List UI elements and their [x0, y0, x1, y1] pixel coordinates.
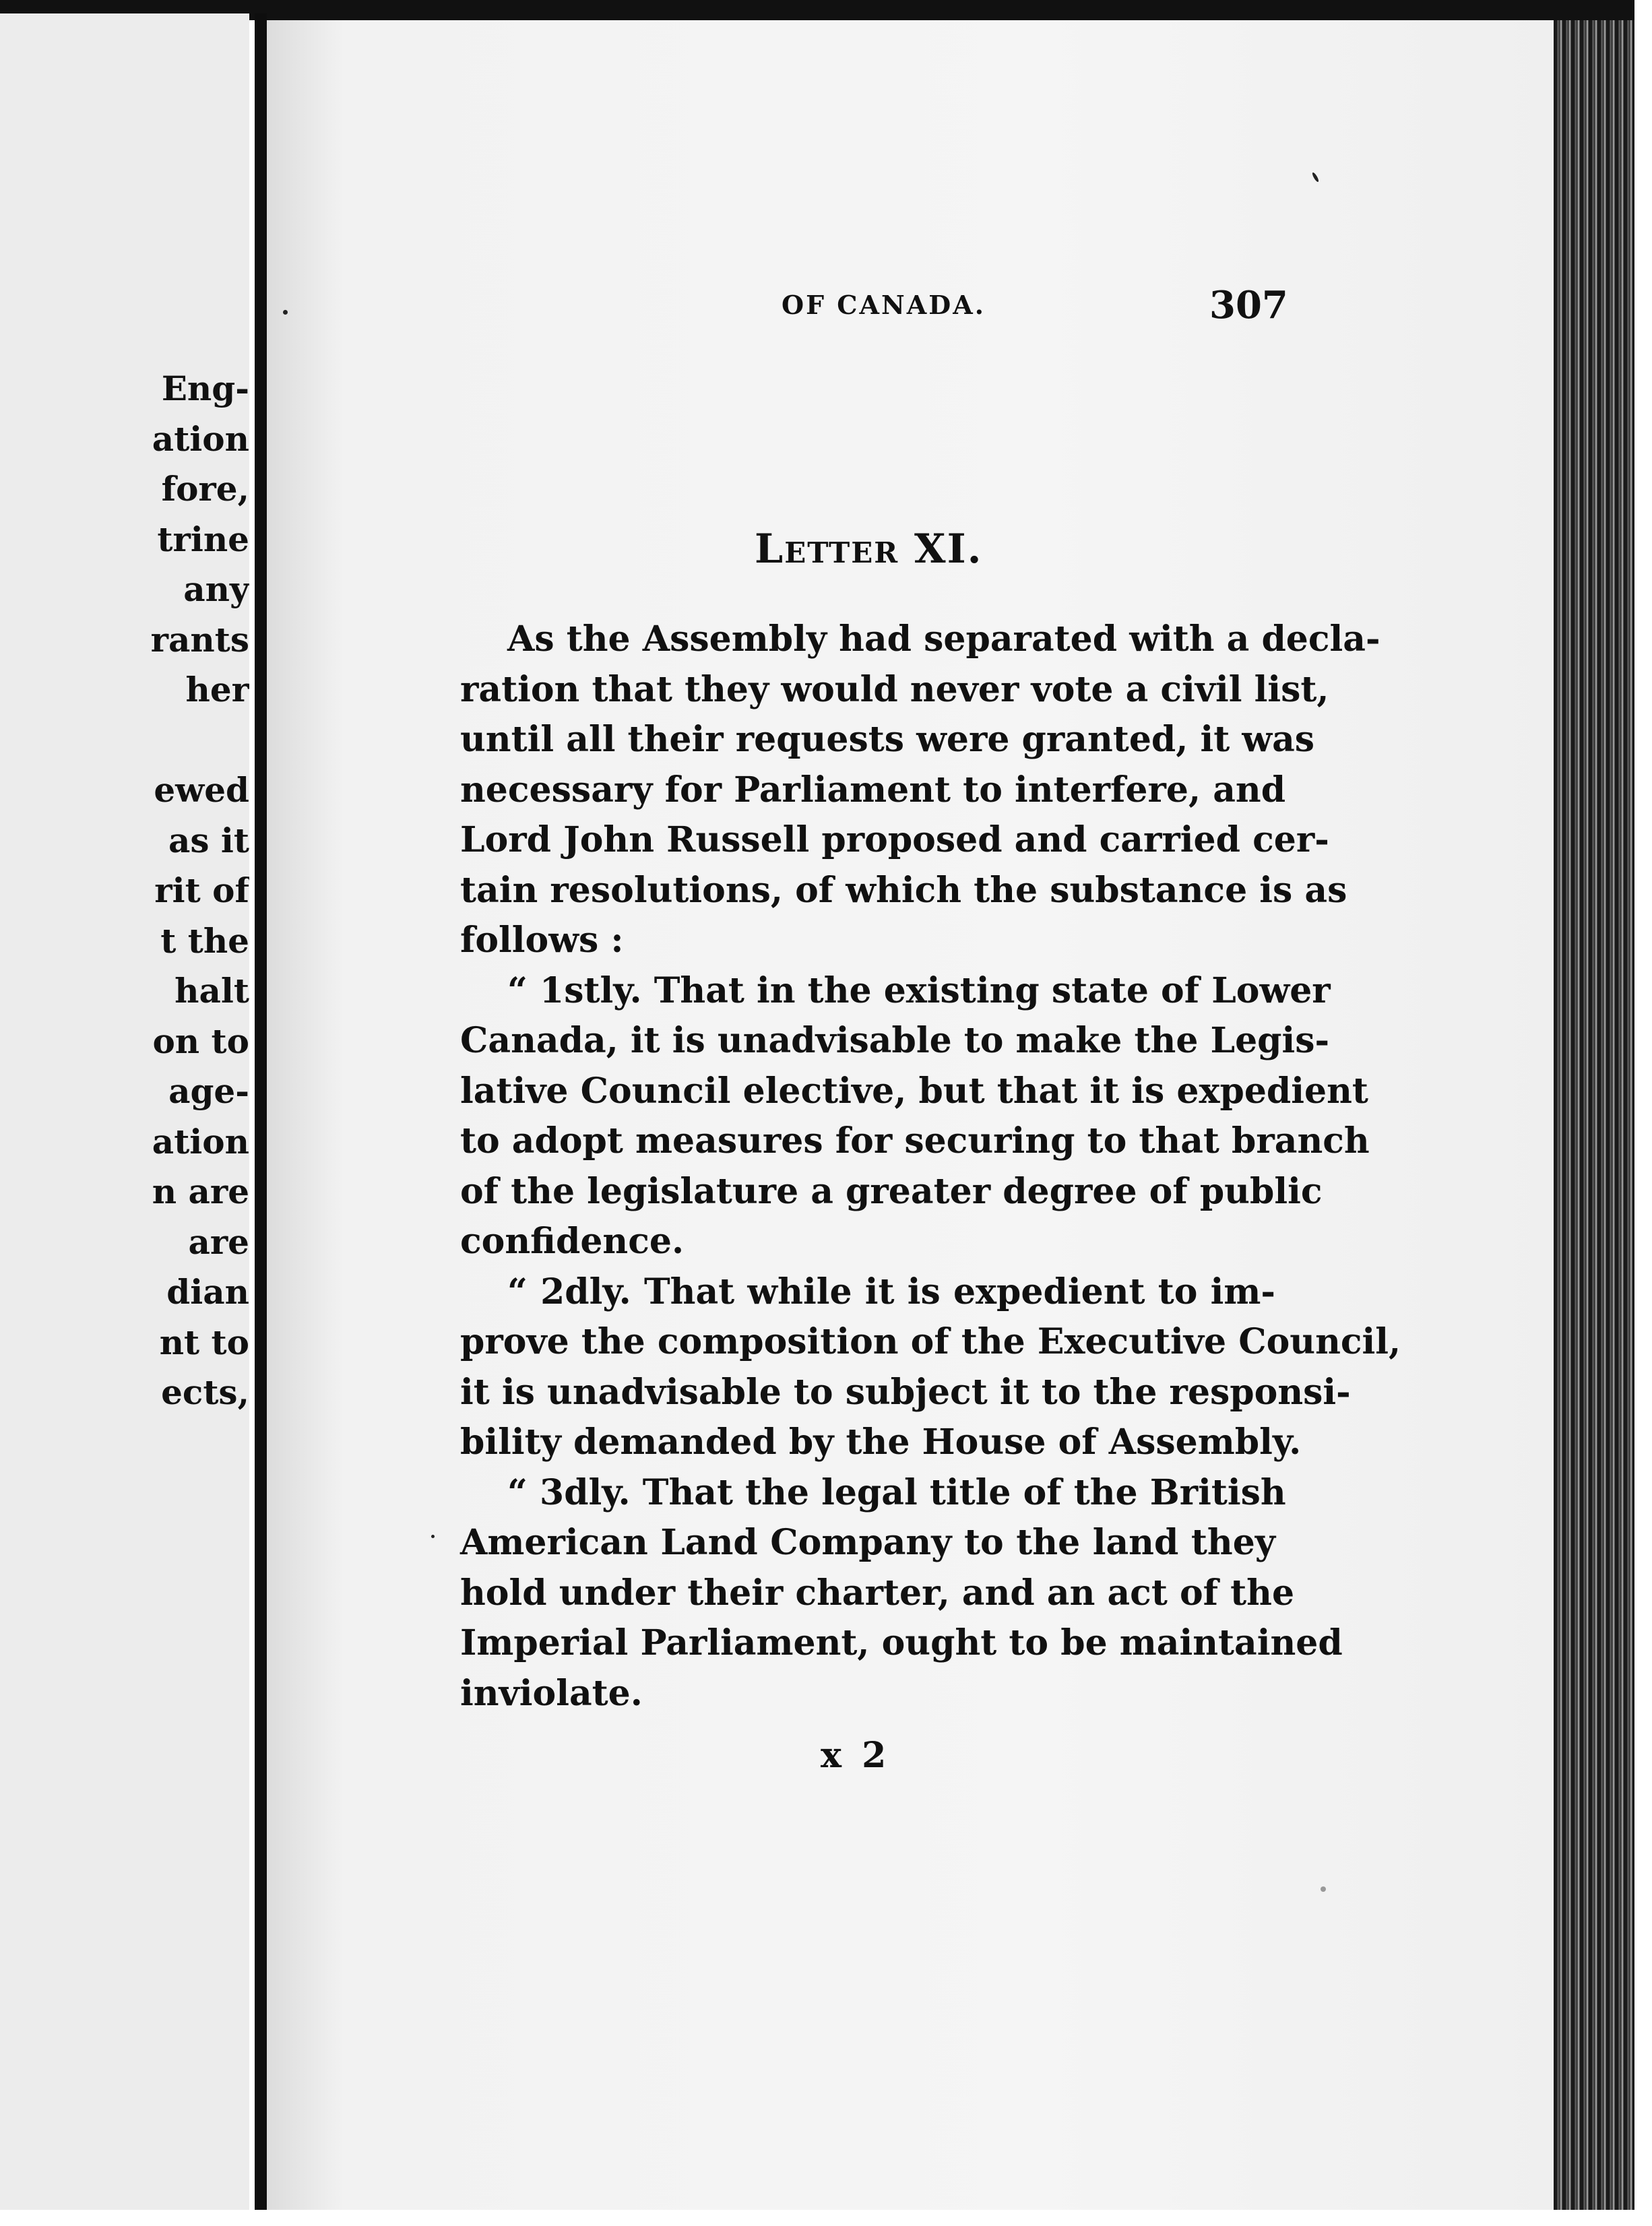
left-page-line: Eng-: [161, 369, 249, 408]
running-header: OF CANADA.: [782, 290, 986, 320]
left-page-line: rants: [150, 619, 249, 660]
ink-speck: [283, 310, 288, 315]
body-text: [460, 614, 1401, 1719]
letter-heading: Letter XI.: [755, 526, 983, 573]
text-line: “ 2dly. That while it is expedient to im-: [507, 1271, 1275, 1312]
text-line: hold under their charter, and an act of the: [460, 1572, 1295, 1614]
left-page-line: ects,: [161, 1372, 249, 1412]
text-line: necessary for Parliament to interfere, and: [460, 769, 1286, 810]
left-page-line: age-: [168, 1071, 249, 1111]
text-line: Imperial Parliament, ought to be maintained: [460, 1622, 1343, 1663]
left-page-line: on to: [152, 1021, 249, 1061]
left-page-line: nt to: [159, 1322, 249, 1362]
text-line: “ 3dly. That the legal title of the British: [507, 1471, 1286, 1513]
left-page-line: ation: [152, 1121, 249, 1162]
left-page-line: any: [183, 569, 249, 609]
book-gutter: [255, 13, 267, 2210]
left-page-line: ewed: [154, 770, 249, 810]
left-page-line: her: [185, 670, 249, 709]
scan-bottom-margin: [0, 2210, 1652, 2226]
left-page: [0, 13, 249, 2210]
text-line: Lord John Russell proposed and carried cer-: [460, 819, 1329, 860]
book-page-edges: [1554, 20, 1634, 2210]
text-line: Canada, it is unadvisable to make the Legis-: [460, 1020, 1330, 1061]
text-line: bility demanded by the House of Assembly.: [460, 1422, 1302, 1463]
left-page-line: are: [188, 1221, 249, 1262]
text-line: confidence.: [460, 1221, 685, 1262]
left-page-line: trine: [157, 519, 249, 559]
text-line: lative Council elective, but that it is expedient: [460, 1070, 1368, 1112]
left-page-line: rit of: [154, 870, 249, 910]
text-line: of the legislature a greater degree of public: [460, 1170, 1323, 1212]
text-line: follows :: [460, 920, 624, 961]
left-page-line: [7, 716, 249, 766]
ink-speck: [431, 1535, 435, 1538]
text-line: As the Assembly had separated with a decla-: [507, 618, 1380, 660]
text-line: ration that they would never vote a civil list,: [460, 668, 1329, 710]
paragraph: [460, 1468, 1343, 1719]
left-page-text-column: [7, 364, 249, 1418]
text-line: “ 1stly. That in the existing state of Lower: [507, 969, 1331, 1011]
left-page-line: t the: [160, 920, 249, 961]
text-line: tain resolutions, of which the substance is as: [460, 869, 1347, 911]
page-number: 307: [1209, 283, 1288, 327]
left-page-line: ation: [152, 418, 249, 459]
left-page-line: dian: [166, 1272, 249, 1312]
left-page-line: fore,: [161, 469, 249, 509]
left-page-line: halt: [174, 971, 249, 1011]
text-line: prove the composition of the Executive Council,: [460, 1321, 1401, 1362]
left-page-line: n are: [152, 1172, 249, 1211]
paragraph: [460, 1267, 1401, 1468]
paragraph: [460, 966, 1370, 1267]
text-line: until all their requests were granted, it was: [460, 719, 1315, 760]
text-line: American Land Company to the land they: [460, 1522, 1275, 1563]
ink-speck: [1321, 1886, 1326, 1892]
text-line: to adopt measures for securing to that branch: [460, 1120, 1370, 1162]
left-page-line: as it: [168, 820, 249, 860]
scan-right-margin: [1634, 0, 1652, 2226]
paragraph: [460, 614, 1380, 966]
text-line: inviolate.: [460, 1672, 643, 1714]
text-line: it is unadvisable to subject it to the responsi-: [460, 1371, 1351, 1413]
signature-mark: x 2: [821, 1735, 891, 1776]
